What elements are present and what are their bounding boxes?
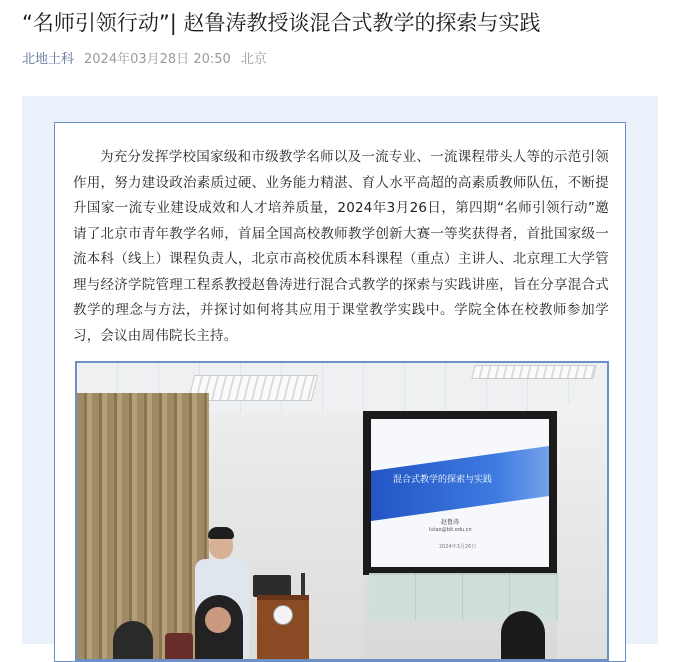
publish-location: 北京 (240, 52, 267, 67)
slide-title: 混合式教学的探索与实践 (393, 475, 493, 485)
projection-screen (363, 411, 557, 575)
lecture-photo[interactable] (75, 361, 609, 661)
window-curtain (77, 393, 209, 661)
content-card (54, 122, 626, 662)
presentation-slide (371, 419, 549, 567)
slide-email: lutao@bit.edu.cn (429, 527, 472, 533)
microphone (301, 573, 305, 597)
laptop (253, 575, 291, 597)
article-meta (22, 48, 267, 67)
account-name-link[interactable]: 北地土科 (22, 52, 75, 67)
chair (165, 633, 193, 661)
slide-presenter: 赵鲁涛 (441, 519, 460, 526)
audience-member (113, 621, 153, 661)
classroom-wall (557, 403, 609, 661)
speaker-hair (208, 527, 234, 539)
university-emblem-icon (273, 605, 293, 625)
publish-date: 2024年03月28日 20:50 (84, 52, 231, 67)
audience-member (501, 611, 545, 661)
audience-face (205, 607, 231, 633)
article-title: “名师引领行动”| 赵鲁涛教授谈混合式教学的探索与实践 (22, 11, 541, 35)
ceiling-light (471, 365, 596, 379)
slide-date: 2024年3月26日 (439, 544, 477, 550)
intro-paragraph: 为充分发挥学校国家级和市级教学名师以及一流专业、一流课程带头人等的示范引领作用，努力建设政治素质过硬、业务能力精湛、育人水平高超的高素质教师队伍，不断提升国家一流专业建设成效和人才培养质量，2024年3月26日，第四期“名师引领行动”邀请了北京市青年教学名师，首届全国高校教师教学创新大赛一等奖获得者，首批国家级一流本科（线上）课程负责人，北京市高校优质本科课程（重点）主讲人、北京理工大学管理与经济学院管理工程系教授赵鲁涛进行混合式教学的探索与实践讲座，旨在分享混合式教学的理念与方法，并探讨如何将其应用于课堂教学实践中。学院全体在校教师参加学习，会议由周伟院长主持。 (73, 149, 609, 344)
content-panel (22, 96, 658, 644)
